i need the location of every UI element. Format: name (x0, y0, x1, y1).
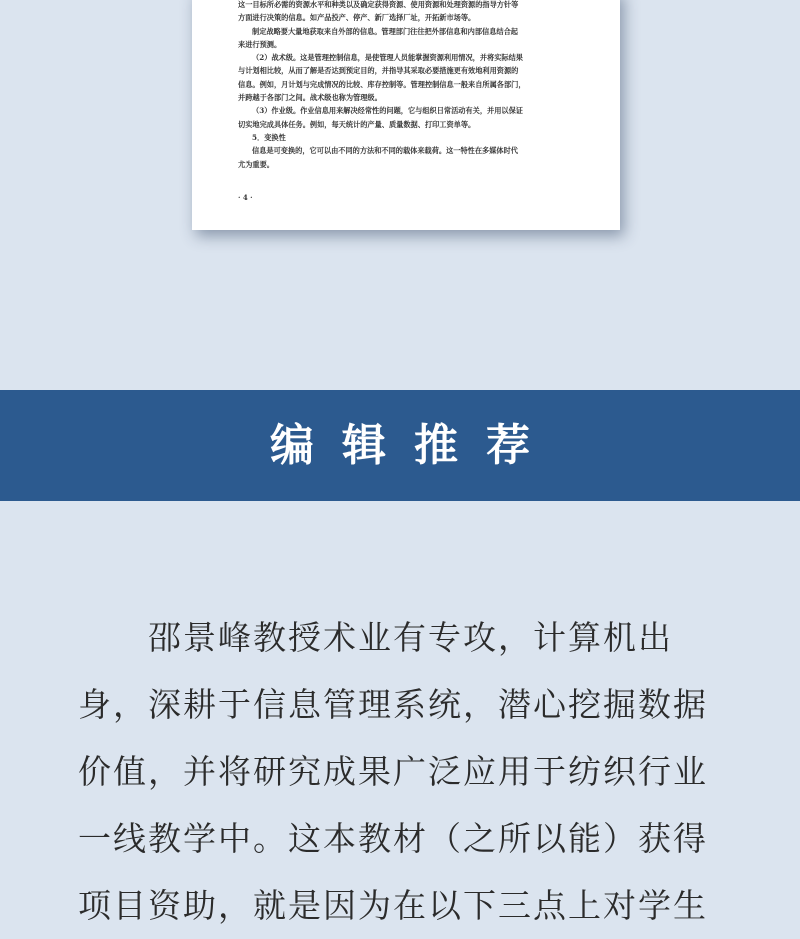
book-page-line: 与计划相比较，从而了解是否达到预定目的，并指导其采取必要措施更有效地利用资源的 (238, 66, 519, 76)
book-page-line: 信息。例如，月计划与完成情况的比较、库存控制等。管理控制信息一般来自所属各部门， (238, 79, 526, 89)
book-page-preview (192, 0, 620, 230)
book-page-line: （3）作业级。作业信息用来解决经常性的问题，它与组织日常活动有关，并用以保证 (252, 106, 523, 116)
book-page-text (238, 0, 578, 171)
recommendation-line: 项目资助，就是因为在以下三点上对学生 (78, 886, 708, 925)
book-page-line: 制定战略要大量地获取来自外部的信息。管理部门往往把外部信息和内部信息结合起 (252, 26, 518, 36)
book-page-line: 尤为重要。 (238, 159, 274, 169)
book-page-section-heading: 5．变换性 (252, 132, 286, 142)
recommendation-line: 身，深耕于信息管理系统，潜心挖掘数据 (78, 685, 708, 724)
book-page-line: 来进行预测。 (238, 39, 282, 49)
book-page-line: 方面进行决策的信息。如产品投产、停产、新厂选择厂址，开拓新市场等。 (238, 13, 476, 23)
book-page-line: 这一目标所必需的资源水平和种类以及确定获得资源、使用资源和处理资源的指导方针等 (238, 0, 519, 9)
recommendation-text (78, 604, 728, 939)
book-page-line: （2）战术级。这是管理控制信息，是使管理人员能掌握资源利用情况，并将实际结果 (252, 53, 523, 63)
banner-title: 编辑推荐 (270, 420, 558, 471)
book-page-line: 信息是可变换的，它可以由不同的方法和不同的载体来载荷。这一特性在多媒体时代 (252, 146, 518, 156)
recommendation-line: 一线教学中。这本教材（之所以能）获得 (78, 819, 708, 858)
book-page-number: · 4 · (238, 193, 253, 202)
recommendation-line: 邵景峰教授术业有专攻，计算机出 (78, 618, 673, 657)
section-banner (0, 390, 800, 501)
book-page-line: 切实地完成具体任务。例如，每天统计的产量、质量数据、打印工资单等。 (238, 119, 476, 129)
recommendation-line: 价值，并将研究成果广泛应用于纺织行业 (78, 752, 708, 791)
book-page-line: 并跨越于各部门之间。战术级也称为管理级。 (238, 93, 382, 103)
